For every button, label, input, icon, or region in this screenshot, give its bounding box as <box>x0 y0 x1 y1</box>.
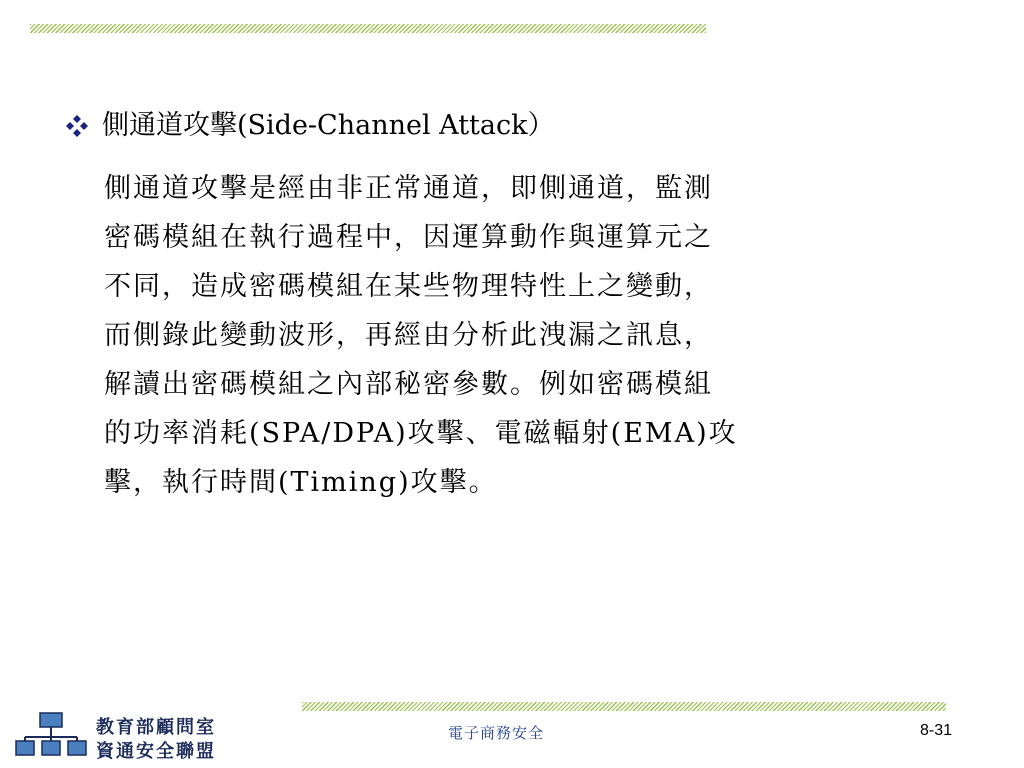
body-line: 側通道攻擊是經由非正常通道，即側通道，監測 <box>104 173 713 204</box>
body-line: 解讀出密碼模組之內部秘密參數。例如密碼模組 <box>104 369 713 400</box>
body-line: 的功率消耗(SPA/DPA)攻擊、電磁輻射(EMA)攻 <box>104 418 738 449</box>
body-line: 而側錄此變動波形，再經由分析此洩漏之訊息， <box>104 320 713 351</box>
page-number: 8-31 <box>920 722 953 739</box>
network-hierarchy-icon <box>14 711 90 759</box>
bottom-hatched-rule <box>302 702 946 711</box>
ministry-logo <box>14 711 234 761</box>
footer-course-title: 電子商務安全 <box>448 724 545 742</box>
body-line: 擊，執行時間(Timing)攻擊。 <box>104 467 498 498</box>
bullet-title: 側通道攻擊(Side-Channel Attack） <box>102 110 555 141</box>
body-line: 密碼模組在執行過程中，因運算動作與運算元之 <box>104 222 713 253</box>
top-hatched-rule <box>30 24 706 33</box>
four-diamond-bullet-icon <box>64 113 90 139</box>
body-line: 不同，造成密碼模組在某些物理特性上之變動， <box>104 271 713 302</box>
logo-name-line2: 資通安全聯盟 <box>96 741 216 762</box>
body-paragraph <box>104 164 944 507</box>
logo-name-line1: 教育部顧問室 <box>96 717 216 738</box>
bullet-heading <box>64 108 554 144</box>
